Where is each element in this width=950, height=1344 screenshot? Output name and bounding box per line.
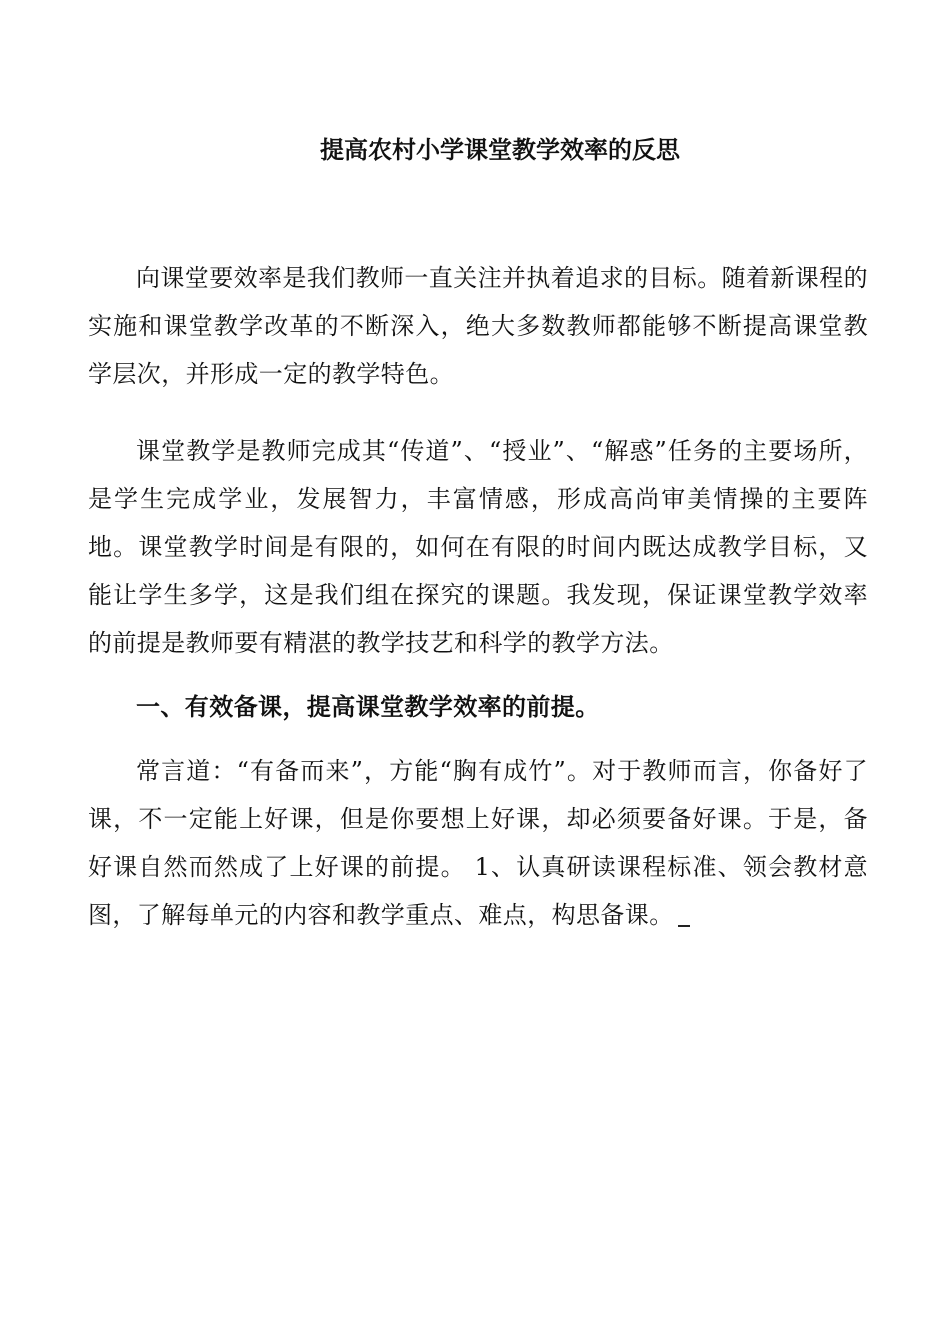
paragraph-intro: 向课堂要效率是我们教师一直关注并执着追求的目标。随着新课程的实施和课堂教学改革的不断深入，绝大多数教师都能够不断提高课堂教学层次，并形成一定的教学特色。 bbox=[88, 264, 868, 388]
paragraph-preparation bbox=[88, 747, 868, 939]
text-cursor-icon bbox=[678, 925, 690, 927]
document-title: 提高农村小学课堂教学效率的反思 bbox=[320, 135, 680, 164]
paragraph-preparation-text: 常言道：“有备而来”，方能“胸有成竹”。对于教师而言，你备好了课，不一定能上好课，但是你要想上好课，却必须要备好课。于是，备好课自然而然成了上好课的前提。 1、认真研读课程标准、领会教材意图，了解每单元的内容和教学重点、难点，构思备课。 bbox=[88, 757, 868, 929]
paragraph-classroom-role: 课堂教学是教师完成其“传道”、“授业”、“解惑”任务的主要场所，是学生完成学业，发展智力，丰富情感，形成高尚审美情操的主要阵地。课堂教学时间是有限的，如何在有限的时间内既达成教学目标，又能让学生多学，这是我们组在探究的课题。我发现，保证课堂教学效率的前提是教师要有精湛的教学技艺和科学的教学方法。 bbox=[88, 437, 868, 657]
section-heading-1: 一、有效备课，提高课堂教学效率的前提。 bbox=[136, 692, 600, 721]
document-body bbox=[88, 254, 868, 968]
